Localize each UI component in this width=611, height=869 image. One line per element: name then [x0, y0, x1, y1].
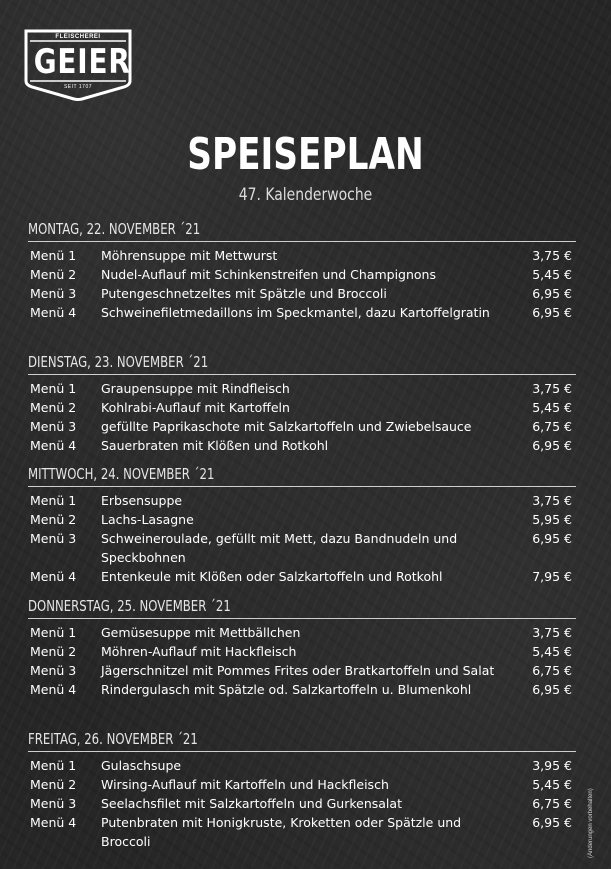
menu-label: Menü 3 — [30, 419, 77, 434]
logo-bottom-text: SEIT 1707 — [63, 84, 93, 90]
divider — [28, 751, 576, 752]
menu-label: Menü 1 — [30, 493, 77, 508]
menu-dish: Gemüsesuppe mit Mettbällchen — [101, 625, 301, 640]
menu-label: Menü 2 — [30, 267, 77, 282]
menu-dish: Erbsensuppe — [101, 493, 183, 508]
menu-item — [28, 567, 576, 586]
page-title: SPEISEPLAN — [187, 129, 424, 180]
menu-item — [28, 661, 576, 680]
menu-dish: Schweinefiletmedaillons im Speckmantel, dazu Kartoffelgratin — [101, 305, 490, 320]
menu-dish: Möhrensuppe mit Mettwurst — [101, 248, 278, 263]
menu-item — [28, 680, 576, 699]
menu-price: 7,95 € — [532, 569, 572, 584]
menu-dish: Nudel-Auflauf mit Schinkenstreifen und Champignons — [101, 267, 436, 282]
menu-dish: Entenkeule mit Klößen oder Salzkartoffeln und Rotkohl — [101, 569, 443, 584]
menu-dish: Sauerbraten mit Klößen und Rotkohl — [101, 438, 329, 453]
menu-dish: Schweineroulade, gefüllt mit Mett, dazu Bandnudeln und Speckbohnen — [101, 531, 458, 565]
menu-label: Menü 3 — [30, 286, 77, 301]
menu-label: Menü 1 — [30, 758, 77, 773]
day-friday — [28, 729, 576, 851]
menu-dish: Graupensuppe mit Rindfleisch — [101, 381, 290, 396]
day-header: MITTWOCH, 24. NOVEMBER ´21 — [28, 465, 215, 483]
day-header: MONTAG, 22. NOVEMBER ´21 — [28, 220, 201, 238]
menu-price: 5,95 € — [532, 512, 572, 527]
menu-price: 6,75 € — [532, 663, 572, 678]
menu-item — [28, 491, 576, 510]
divider — [28, 486, 576, 487]
menu-label: Menü 2 — [30, 512, 77, 527]
logo-top-text: FLEISCHEREI — [55, 34, 101, 40]
menu-dish: Rindergulasch mit Spätzle od. Salzkartoffeln u. Blumenkohl — [101, 682, 472, 697]
menu-label: Menü 3 — [30, 531, 77, 546]
divider — [28, 241, 576, 242]
menu-label: Menü 4 — [30, 815, 77, 830]
divider — [28, 618, 576, 619]
menu-label: Menü 2 — [30, 644, 77, 659]
menu-price: 6,95 € — [532, 682, 572, 697]
menu-label: Menü 4 — [30, 569, 77, 584]
menu-item — [28, 775, 576, 794]
menu-item — [28, 265, 576, 284]
day-header: DONNERSTAG, 25. NOVEMBER ´21 — [28, 597, 231, 615]
menu-price: 6,95 € — [532, 305, 572, 320]
menu-price: 3,75 € — [532, 248, 572, 263]
menu-dish: Putenbraten mit Honigkruste, Kroketten oder Spätzle und Broccoli — [101, 815, 462, 849]
menu-item — [28, 623, 576, 642]
menu-label: Menü 1 — [30, 381, 77, 396]
logo-name: GEIER — [33, 42, 131, 82]
menu-price: 6,95 € — [532, 531, 572, 546]
menu-label: Menü 4 — [30, 438, 77, 453]
menu-dish: Seelachsfilet mit Salzkartoffeln und Gurkensalat — [101, 796, 402, 811]
menu-price: 5,45 € — [532, 267, 572, 282]
day-header: DIENSTAG, 23. NOVEMBER ´21 — [28, 353, 209, 371]
menu-dish: Putengeschnetzeltes mit Spätzle und Broccoli — [101, 286, 387, 301]
menu-item — [28, 284, 576, 303]
menu-item — [28, 813, 576, 851]
day-tuesday — [28, 352, 576, 455]
menu-price: 6,95 € — [532, 286, 572, 301]
menu-item — [28, 417, 576, 436]
day-wednesday — [28, 464, 576, 586]
menu-item — [28, 756, 576, 775]
menu-label: Menü 1 — [30, 625, 77, 640]
menu-price: 3,95 € — [532, 758, 572, 773]
menu-price: 3,75 € — [532, 625, 572, 640]
menu-dish: Möhren-Auflauf mit Hackfleisch — [101, 644, 297, 659]
menu-price: 6,75 € — [532, 796, 572, 811]
menu-label: Menü 2 — [30, 400, 77, 415]
menu-label: Menü 3 — [30, 663, 77, 678]
menu-label: Menü 4 — [30, 305, 77, 320]
menu-price: 5,45 € — [532, 777, 572, 792]
menu-price: 5,45 € — [532, 400, 572, 415]
menu-label: Menü 1 — [30, 248, 77, 263]
menu-item — [28, 529, 576, 567]
disclaimer-note: (Änderungen vorbehalten) — [588, 788, 594, 858]
menu-dish: Kohlrabi-Auflauf mit Kartoffeln — [101, 400, 290, 415]
day-thursday — [28, 596, 576, 699]
day-monday — [28, 219, 576, 322]
menu-price: 6,75 € — [532, 419, 572, 434]
menu-label: Menü 2 — [30, 777, 77, 792]
menu-price: 6,95 € — [532, 438, 572, 453]
menu-dish: Lachs-Lasagne — [101, 512, 194, 527]
menu-dish: Wirsing-Auflauf mit Kartoffeln und Hackfleisch — [101, 777, 389, 792]
menu-price: 3,75 € — [532, 381, 572, 396]
menu-dish: Gulaschsupe — [101, 758, 182, 773]
menu-item — [28, 379, 576, 398]
menu-dish: Jägerschnitzel mit Pommes Frites oder Bratkartoffeln und Salat — [101, 663, 495, 678]
menu-dish: gefüllte Paprikaschote mit Salzkartoffeln und Zwiebelsauce — [101, 419, 472, 434]
menu-label: Menü 4 — [30, 682, 77, 697]
menu-item — [28, 398, 576, 417]
day-header: FREITAG, 26. NOVEMBER ´21 — [28, 730, 198, 748]
menu-label: Menü 3 — [30, 796, 77, 811]
page-subtitle: 47. Kalenderwoche — [238, 185, 373, 205]
menu-item — [28, 436, 576, 455]
menu-price: 5,45 € — [532, 644, 572, 659]
menu-item — [28, 642, 576, 661]
divider — [28, 374, 576, 375]
menu-item — [28, 794, 576, 813]
menu-item — [28, 246, 576, 265]
logo — [24, 29, 132, 101]
menu-item — [28, 303, 576, 322]
menu-price: 3,75 € — [532, 493, 572, 508]
menu-item — [28, 510, 576, 529]
menu-price: 6,95 € — [532, 815, 572, 830]
